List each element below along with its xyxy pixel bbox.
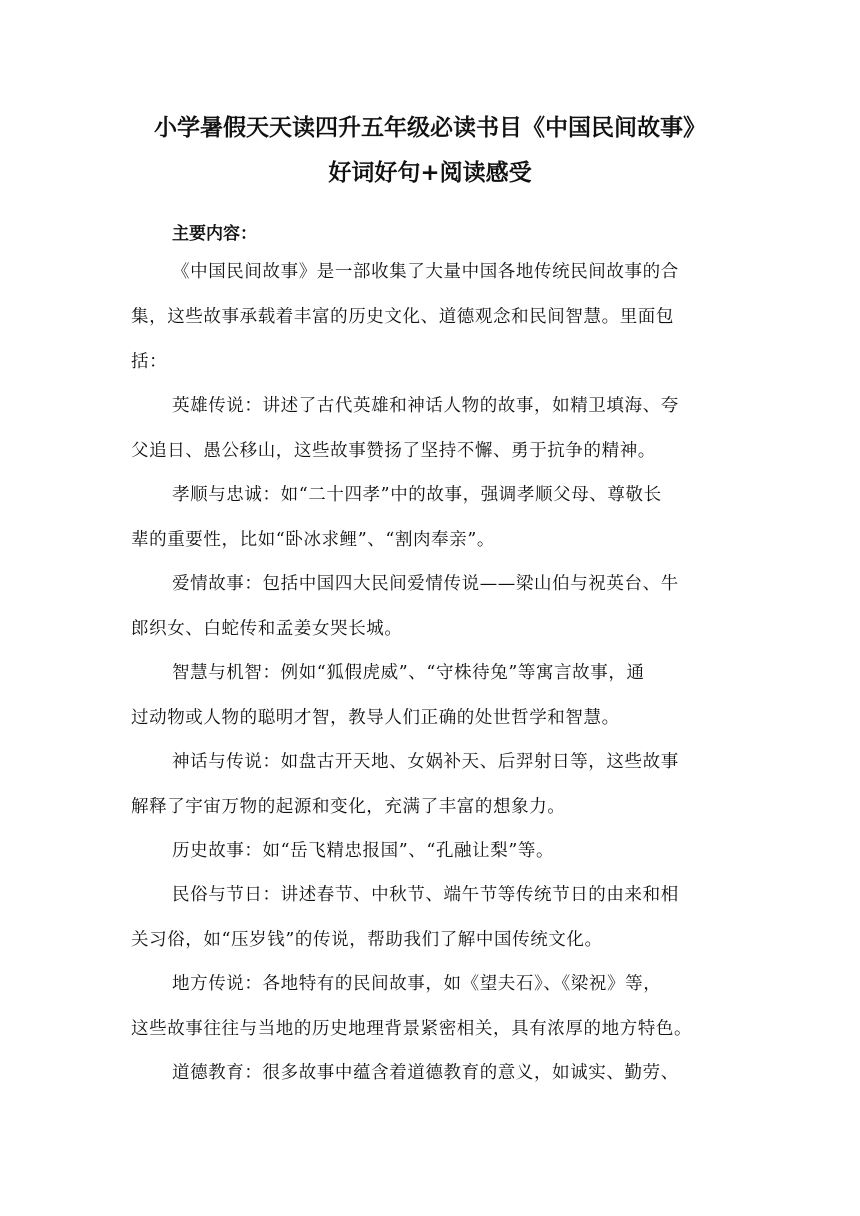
paragraph-4-line-1: 爱情故事：包括中国四大民间爱情传说——梁山伯与祝英台、牛 [172,574,679,594]
paragraph-5-line-1: 智慧与机智：例如“狐假虎威”、“守株待兔”等寓言故事，通 [172,663,645,683]
paragraph-3-line-2: 辈的重要性，比如“卧冰求鲤”、“割肉奉亲”。 [131,530,495,550]
document-title-line-2: 好词好句+阅读感受 [328,160,532,186]
paragraph-3-line-1: 孝顺与忠诚：如“二十四孝”中的故事，强调孝顺父母、尊敬长 [172,485,662,505]
paragraph-10-line-1: 道德教育：很多故事中蕴含着道德教育的意义，如诚实、勤劳、 [172,1063,679,1083]
paragraph-1-line-3: 括： [131,352,168,372]
paragraph-1-line-2: 集，这些故事承载着丰富的历史文化、道德观念和民间智慧。里面包 [131,307,674,327]
paragraph-2-line-1: 英雄传说：讲述了古代英雄和神话人物的故事，如精卫填海、夸 [172,396,679,416]
paragraph-5-line-2: 过动物或人物的聪明才智，教导人们正确的处世哲学和智慧。 [131,708,620,728]
paragraph-8-line-2: 关习俗，如“压岁钱”的传说，帮助我们了解中国传统文化。 [131,930,603,950]
paragraph-8-line-1: 民俗与节日：讲述春节、中秋节、端午节等传统节日的由来和相 [172,885,679,905]
document-title-line-1: 小学暑假天天读四升五年级必读书目《中国民间故事》 [154,115,706,141]
paragraph-4-line-2: 郎织女、白蛇传和孟姜女哭长城。 [131,619,403,639]
paragraph-6-line-1: 神话与传说：如盘古开天地、女娲补天、后羿射日等，这些故事 [172,752,679,772]
paragraph-1-line-1: 《中国民间故事》是一部收集了大量中国各地传统民间故事的合 [172,262,679,282]
paragraph-9-line-1: 地方传说：各地特有的民间故事，如《望夫石》、《梁祝》等， [172,974,662,994]
section-heading: 主要内容： [172,224,257,244]
paragraph-2-line-2: 父追日、愚公移山，这些故事赞扬了坚持不懈、勇于抗争的精神。 [131,441,656,461]
paragraph-6-line-2: 解释了宇宙万物的起源和变化，充满了丰富的想象力。 [131,797,566,817]
paragraph-7-line-1: 历史故事：如“岳飞精忠报国”、“孔融让梨”等。 [172,841,555,861]
paragraph-9-line-2: 这些故事往往与当地的历史地理背景紧密相关，具有浓厚的地方特色。 [131,1019,693,1039]
